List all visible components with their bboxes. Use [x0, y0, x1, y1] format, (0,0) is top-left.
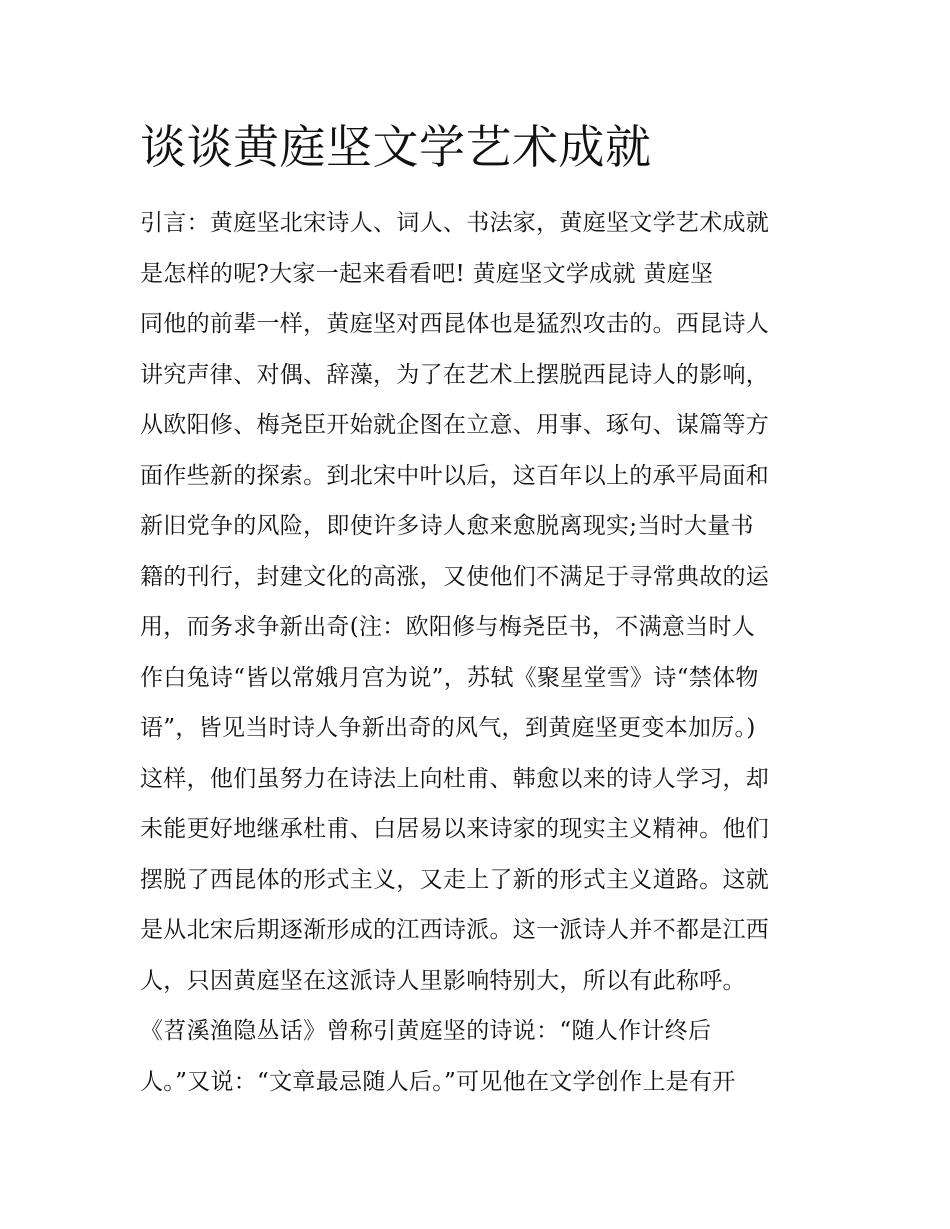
- text-line: 是怎样的呢?大家一起来看看吧! 黄庭坚文学成就 黄庭坚: [140, 260, 714, 287]
- text-line: 作白兔诗“皆以常娥月宫为说”，苏轼《聚星堂雪》诗“禁体物: [140, 664, 759, 691]
- text-line: 从欧阳修、梅尧臣开始就企图在立意、用事、琢句、谋篇等方: [140, 412, 770, 438]
- text-line: 面作些新的探索。到北宋中叶以后，这百年以上的承平局面和: [140, 462, 770, 489]
- text-line: 同他的前辈一样，黄庭坚对西昆体也是猛烈攻击的。西昆诗人: [140, 311, 770, 337]
- text-line: 这样，他们虽努力在诗法上向杜甫、韩愈以来的诗人学习，却: [140, 765, 770, 792]
- text-line: 《苕溪渔隐丛话》曾称引黄庭坚的诗说：“随人作计终后: [140, 1018, 712, 1044]
- document-body: [140, 198, 830, 1107]
- text-line: 讲究声律、对偶、辞藻，为了在艺术上摆脱西昆诗人的影响，: [140, 361, 770, 388]
- text-line: 籍的刊行，封建文化的高涨，又使他们不满足于寻常典故的运: [140, 563, 770, 590]
- text-line: 摆脱了西昆体的形式主义，又走上了新的形式主义道路。这就: [140, 866, 770, 893]
- text-line: 未能更好地继承杜甫、白居易以来诗家的现实主义精神。他们: [140, 816, 770, 842]
- text-line: 人。”又说：“文章最忌随人后。”可见他在文学创作上是有开: [140, 1068, 736, 1095]
- text-line: 语”，皆见当时诗人争新出奇的风气，到黄庭坚更变本加厉。): [140, 715, 756, 741]
- text-line: 是从北宋后期逐渐形成的江西诗派。这一派诗人并不都是江西: [140, 917, 770, 943]
- text-line: 引言：黄庭坚北宋诗人、词人、书法家，黄庭坚文学艺术成就: [140, 210, 770, 236]
- text-line: 新旧党争的风险，即使许多诗人愈来愈脱离现实;当时大量书: [140, 513, 754, 539]
- text-line: 用，而务求争新出奇(注：欧阳修与梅尧臣书，不满意当时人: [140, 614, 756, 640]
- document-title: 谈谈黄庭坚文学艺术成就: [140, 120, 652, 174]
- text-line: 人，只因黄庭坚在这派诗人里影响特别大，所以有此称呼。: [140, 967, 746, 994]
